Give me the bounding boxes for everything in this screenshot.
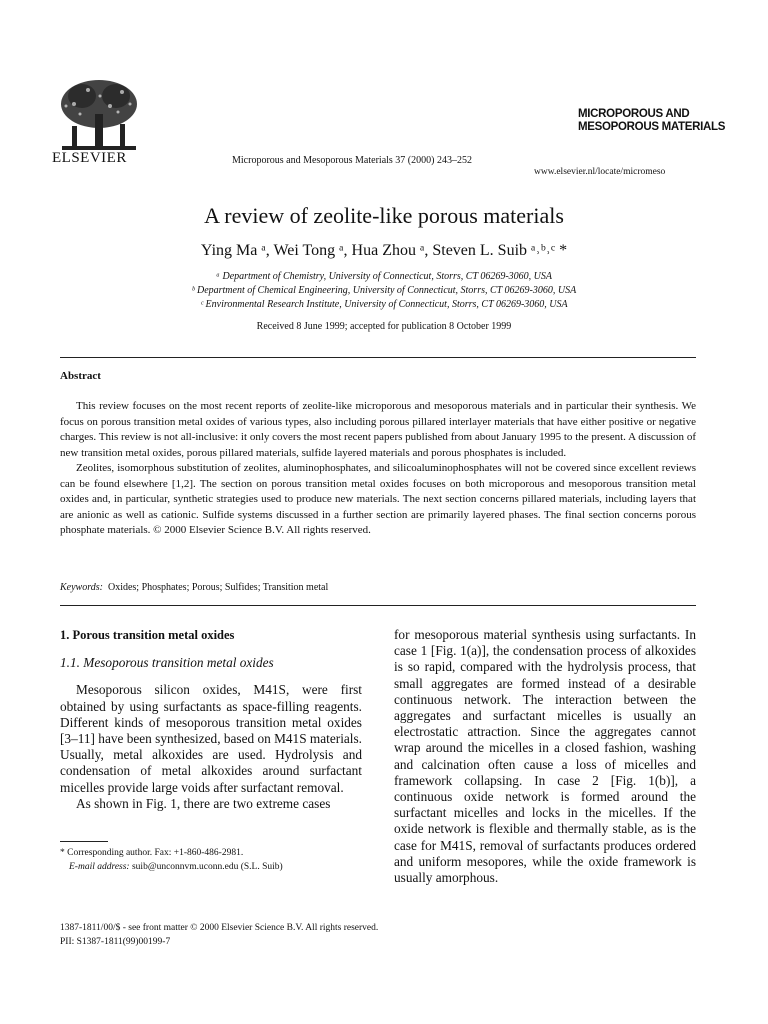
abstract-heading: Abstract [60,370,101,382]
affiliations [0,270,768,312]
received-dates: Received 8 June 1999; accepted for publication 8 October 1999 [256,321,512,332]
email-value: suib@unconnvm.uconn.edu (S.L. Suib) [131,862,283,872]
divider-bottom [60,605,696,606]
email-line [60,860,283,874]
email-label: E-mail address: [69,862,130,872]
footnote-divider [60,841,108,842]
publisher-name: ELSEVIER [52,150,127,166]
keywords-label: Keywords: [60,582,103,593]
elsevier-tree-logo [52,76,146,156]
footnote [60,846,283,874]
copyright-line: 1387-1811/00/$ - see front matter © 2000 Elsevier Science B.V. All rights reserved. [60,923,379,933]
affiliation-a: ᵃ Department of Chemistry, University of Connecticut, Storrs, CT 06269-3060, USA [215,271,552,282]
abstract-body [60,399,696,539]
journal-title-line-2: MESOPOROUS MATERIALS [578,121,726,133]
article-title: A review of zeolite-like porous materials [204,203,564,228]
section-heading: 1. Porous transition metal oxides [60,628,235,642]
abstract-paragraph-2: Zeolites, isomorphous substitution of zeolites, aluminophosphates, and silicoaluminophosphates will not be covered since excellent reviews can be found elsewhere [1,2]. The section on porous transition metal oxides focuses on both microporous and mesoporous transition metal oxides and, in particular, synthetic strategies used to produce new materials. The next section concerns pillared materials, including layers that are anionic as well as cationic. Sulfide systems discussed in a further section are primarily layered phases. The final section concerns porous phosphate materials. © 2000 Elsevier Science B.V. All rights reserved. [60,462,696,536]
journal-title-line-1: MICROPOROUS AND [578,108,690,120]
divider-top [60,357,696,358]
affiliation-c: ᶜ Environmental Research Institute, University of Connecticut, Storrs, CT 06269-3060, USA [200,299,568,310]
affiliation-b: ᵇ Department of Chemical Engineering, University of Connecticut, Storrs, CT 06269-3060, USA [191,285,577,296]
keywords [60,582,328,593]
journal-title [578,108,725,134]
subsection-heading: 1.1. Mesoporous transition metal oxides [60,655,274,671]
pii-line: PII: S1387-1811(99)00199-7 [60,937,171,947]
body-paragraph: for mesoporous material synthesis using surfactants. In case 1 [Fig. 1(a)], the condensation process of alkoxides is so rapid, compared with the hydrolysis process, that small aggregates are formed instead of a desirable continuous network. The interaction between the aggregates and surfactant micelles is usually an electrostatic attraction. Since the aggregates cannot wrap around the micelles in a closed fashion, washing and calcination often cause a loss of micelles and framework collapsing. In case 2 [Fig. 1(b)], a continuous oxide network is formed around the surfactant micelles and locks in the micelles. If the oxide network is flexible and thermally stable, as is the case for M41S, removal of surfactants produces ordered and uniform mesopores, while the oxide framework is usually amorphous. [394,627,696,886]
body-paragraph: As shown in Fig. 1, there are two extreme cases [76,795,331,811]
keywords-text: Oxides; Phosphates; Porous; Sulfides; Transition metal [107,582,329,593]
journal-url: www.elsevier.nl/locate/micromeso [534,167,666,177]
journal-citation: Microporous and Mesoporous Materials 37 (2000) 243–252 [232,155,472,166]
abstract-paragraph-1: This review focuses on the most recent reports of zeolite-like microporous and mesoporous materials and in particular their synthesis. We focus on porous transition metal oxides of various types, also including porous pillared interlayer materials that have either positive or negative charges. This review is not all-inclusive: it only covers the most recent papers published from about January 1995 to the present. A discussion of new transition metal oxides, porous pillared materials, sulfide layered materials and porous phosphates is included. [60,400,696,459]
left-column [60,627,362,812]
body-paragraph: Mesoporous silicon oxides, M41S, were first obtained by using surfactants as space-filling reagents. Different kinds of mesoporous transition metal oxides [3–11] have been synthesized, based on M41S materials. Usually, metal alkoxides are used. Hydrolysis and condensation of metal alkoxides around surfactant micelles provide large voids after surfactant removal. [60,682,362,795]
corresponding-author: * Corresponding author. Fax: +1-860-486-2981. [60,848,244,858]
right-column [394,627,696,886]
article-authors: Ying Ma ᵃ, Wei Tong ᵃ, Hua Zhou ᵃ, Steven L. Suib ᵃ˒ᵇ˒ᶜ * [200,242,568,259]
page-footer [60,921,378,949]
